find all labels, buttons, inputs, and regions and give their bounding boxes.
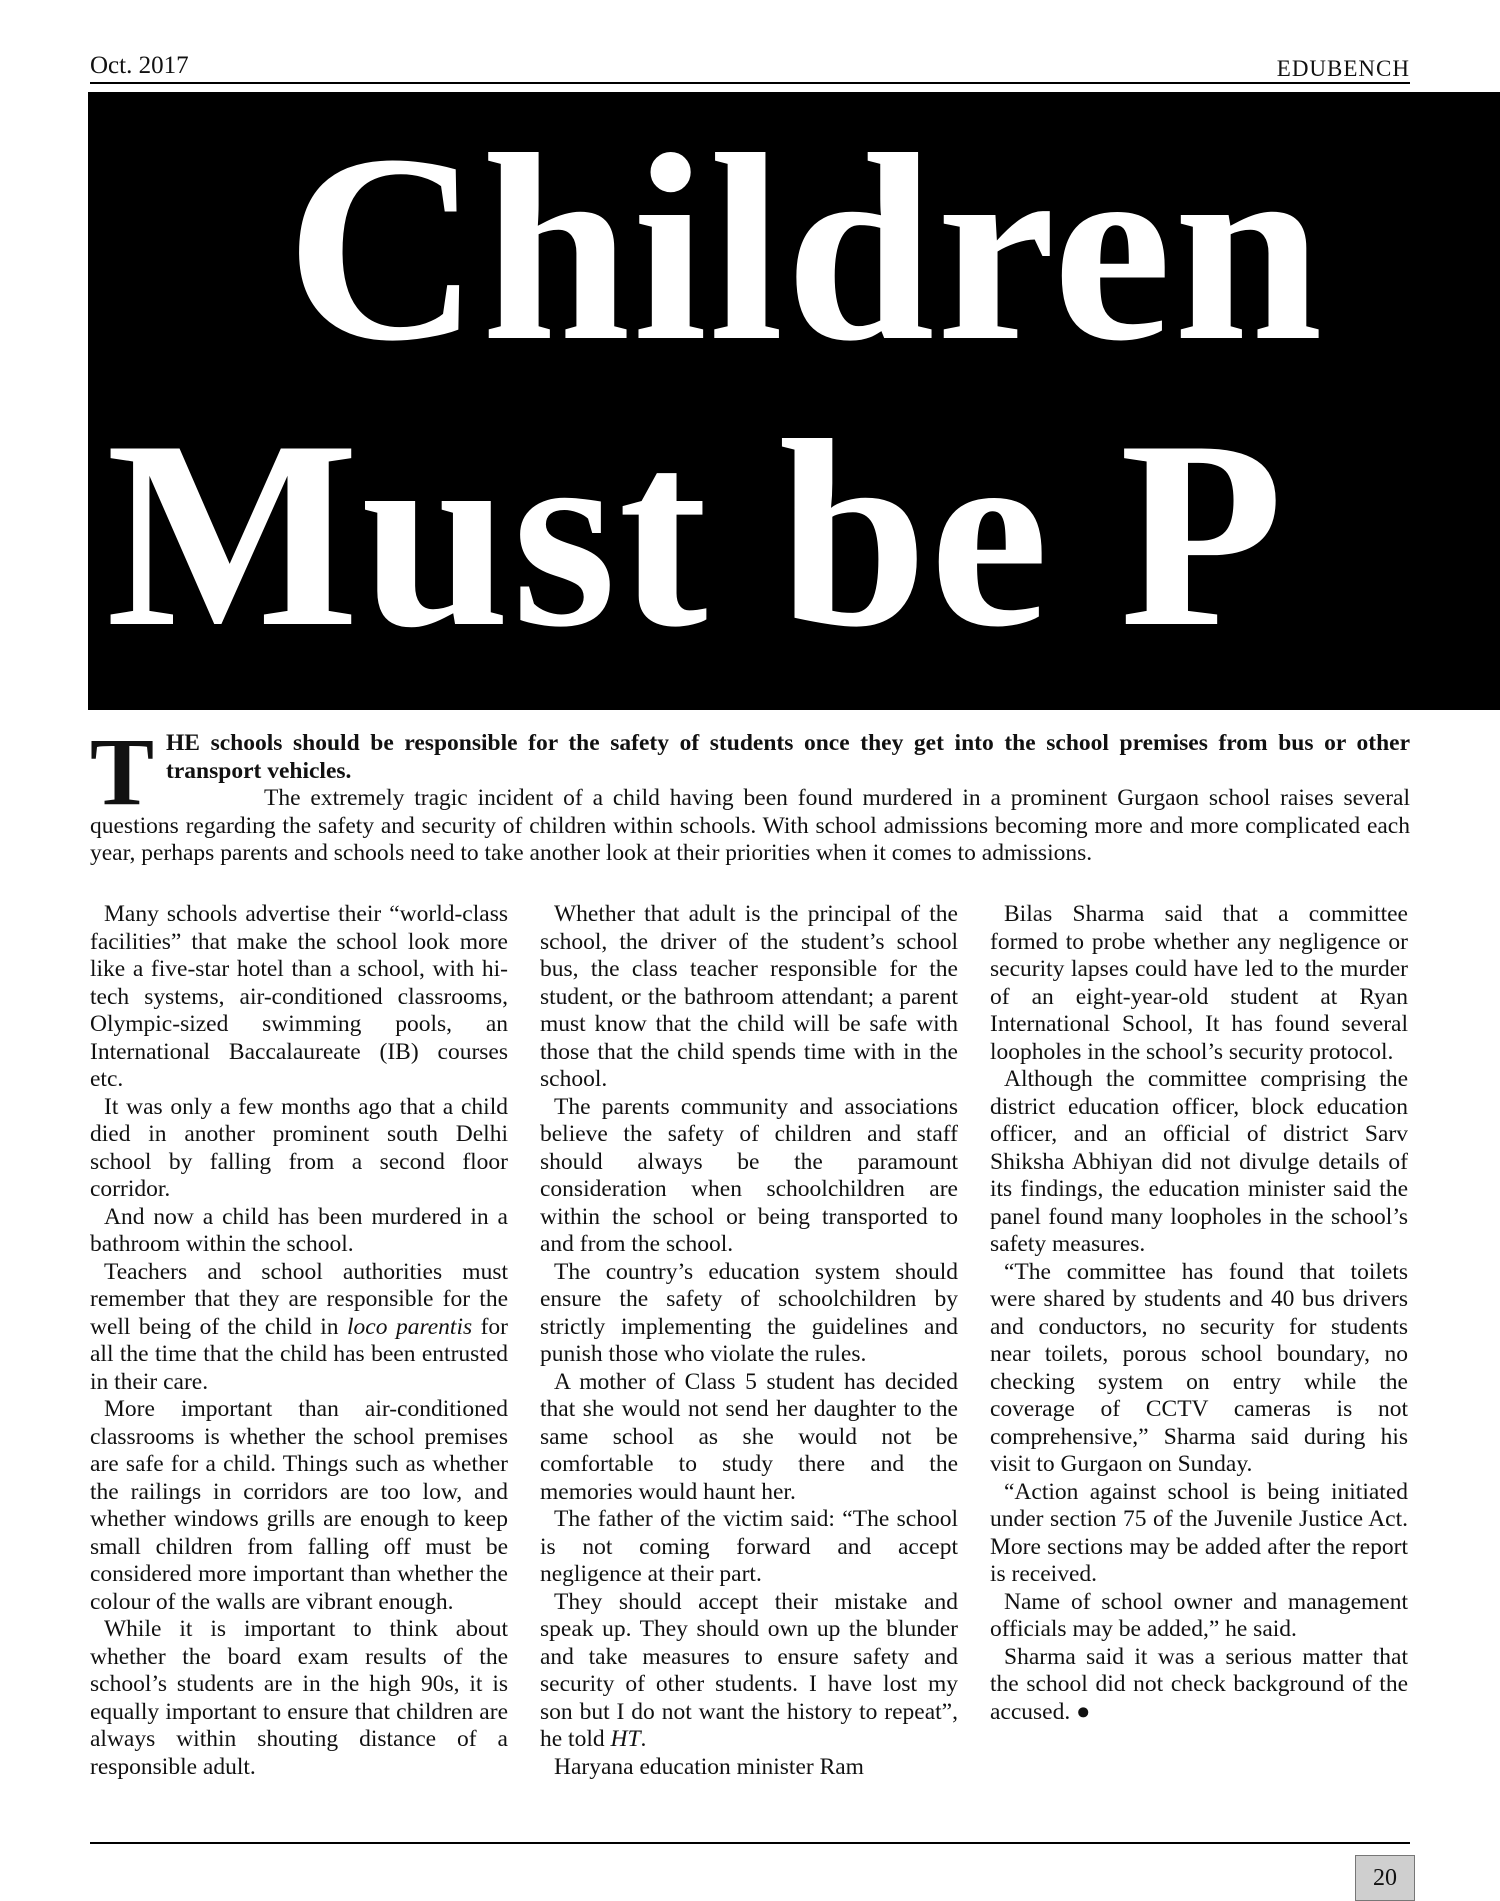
paragraph: [540, 1589, 958, 1754]
paragraph: A mother of Class 5 student has decided that she would not send her daughter to the same school as she would not be comfortable to study there and the memories would haunt her.: [540, 1368, 958, 1505]
paragraph: It was only a few months ago that a child died in another prominent south Delhi school by falling from a second floor corridor.: [90, 1093, 508, 1202]
headline-banner: [88, 92, 1500, 710]
italic-phrase: loco parentis: [347, 1313, 473, 1340]
paragraph: While it is important to think about whether the board exam results of the school’s students are in the high 90s, it is equally important to ensure that children are always within shouting distance of a responsible adult.: [90, 1616, 508, 1780]
lead-sentence: HE schools should be responsible for the safety of students once they get into the school premises from bus or other transport vehicles.: [166, 730, 1410, 784]
page-number: 20: [1355, 1855, 1415, 1901]
text-run: Teachers and school authorities must remember that they are responsible for the well being of the child in: [90, 1258, 508, 1340]
paragraph: [90, 1259, 508, 1397]
text-run: They should accept their mistake and speak up. They should own up the blunder and take measures to ensure safety and security of other students. I have lost my son but I do not want the history to repeat”, he told: [540, 1588, 958, 1752]
footer-rule: [90, 1842, 1410, 1844]
paragraph: Name of school owner and management officials may be added,” he said.: [990, 1588, 1408, 1642]
paragraph: The country’s education system should ensure the safety of schoolchildren by strictly implementing the guidelines and punish those who violate the rules.: [540, 1258, 958, 1367]
drop-cap: T: [90, 718, 155, 825]
article-column-1: [90, 901, 508, 1781]
italic-phrase: HT: [610, 1726, 641, 1752]
article-intro: [90, 718, 1410, 868]
intro-paragraph: The extremely tragic incident of a child having been found murdered in a prominent Gurgaon school raises several questions regarding the safety and security of children within schools. With school admissions becoming more and more complicated each year, perhaps parents and schools need to take another look at their priorities when it comes to admissions.: [90, 785, 1410, 866]
paragraph: “Action against school is being initiated under section 75 of the Juvenile Justice Act. More sections may be added after the report is received.: [990, 1478, 1408, 1587]
paragraph: “The committee has found that toilets were shared by students and 40 bus drivers and conductors, no security for students near toilets, porous school boundary, no checking system on entry while the coverage of CCTV cameras is not comprehensive,” Sharma said during his visit to Gurgaon on Sunday.: [990, 1258, 1408, 1477]
article-column-3: [990, 901, 1408, 1726]
paragraph: The father of the victim said: “The school is not coming forward and accept negligence at their part.: [540, 1506, 958, 1587]
headline-line-2: Must be P: [106, 385, 1286, 682]
headline-line-1: Children: [286, 99, 1325, 396]
intro-lead: [90, 730, 1410, 785]
paragraph: Although the committee comprising the district education officer, block education officer, and an official of district Sarv Shiksha Abhiyan did not divulge details of its findings, the education minister said the panel found many loopholes in the school’s safety measures.: [990, 1066, 1408, 1257]
text-run: for all the time that the child has been entrusted in their care.: [90, 1313, 508, 1395]
paragraph: And now a child has been murdered in a bathroom within the school.: [90, 1203, 508, 1257]
issue-date: Oct. 2017: [90, 52, 189, 79]
paragraph: Sharma said it was a serious matter that the school did not check background of the accused. ●: [990, 1643, 1408, 1725]
paragraph: Bilas Sharma said that a committee formed to probe whether any negligence or security lapses could have led to the murder of an eight-year-old student at Ryan International School, It has found several loopholes in the school’s security protocol.: [990, 901, 1408, 1065]
paragraph: Many schools advertise their “world-class facilities” that make the school look more like a five-star hotel than a school, with hi-tech systems, air-conditioned classrooms, Olympic-sized swimming pools, an International Baccalaureate (IB) courses etc.: [90, 901, 508, 1092]
paragraph: Haryana education minister Ram: [554, 1753, 864, 1780]
publication-name: EDUBENCH: [1276, 56, 1410, 81]
text-run: .: [640, 1726, 647, 1752]
article-column-2: [540, 901, 958, 1781]
paragraph: More important than air-conditioned classrooms is whether the school premises are safe for a child. Things such as whether the railings in corridors are too low, and whether windows grills are enough to keep small children from falling off must be considered more important than whether the colour of the walls are vibrant enough.: [90, 1396, 508, 1615]
paragraph: Whether that adult is the principal of the school, the driver of the student’s school bus, the class teacher responsible for the student, or the bathroom attendant; a parent must know that the child will be safe with those that the child spends time with in the school.: [540, 901, 958, 1092]
paragraph: The parents community and associations believe the safety of children and staff should always be the paramount consideration when schoolchildren are within the school or being transported to and from the school.: [540, 1093, 958, 1257]
page-header: [90, 50, 1410, 84]
